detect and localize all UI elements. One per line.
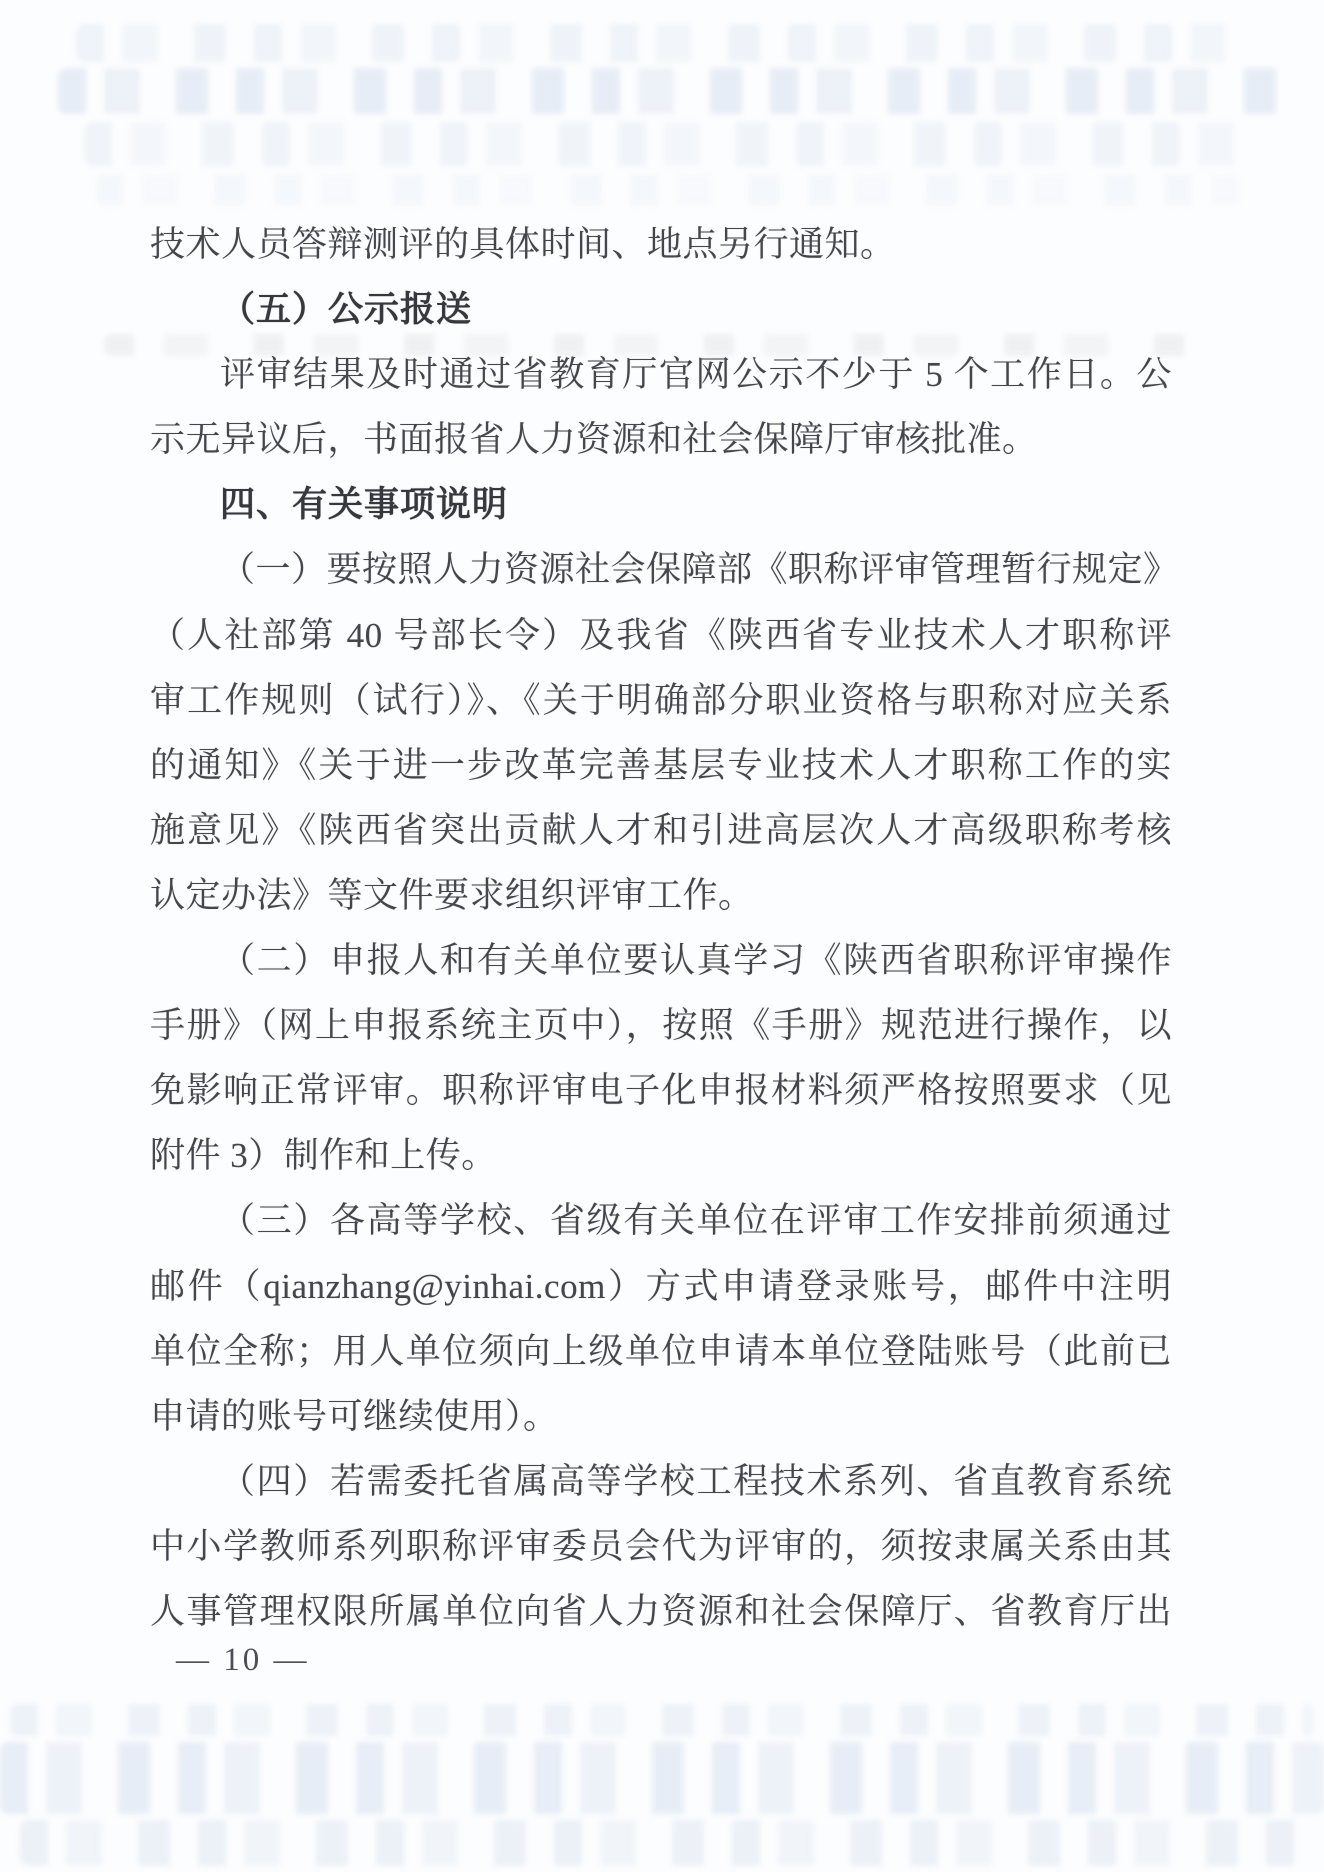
text-line: （人社部第 40 号部长令）及我省《陕西省专业技术人才职称评 [150, 615, 1172, 655]
text-line: （一）要按照人力资源社会保障部《职称评审管理暂行规定》 [220, 550, 1179, 590]
text-line: 附件 3）制作和上传。 [150, 1136, 497, 1176]
text-line: 人事管理权限所属单位向省人力资源和社会保障厅、省教育厅出 [150, 1591, 1172, 1631]
page-number: — 10 — [176, 1642, 310, 1678]
text-line: 单位全称；用人单位须向上级单位申请本单位登陆账号（此前已 [150, 1331, 1172, 1371]
text-line: 认定办法》等文件要求组织评审工作。 [150, 875, 754, 915]
text-line: （二）申报人和有关单位要认真学习《陕西省职称评审操作 [220, 941, 1172, 981]
text-line: （四）若需委托省属高等学校工程技术系列、省直教育系统 [220, 1461, 1172, 1501]
document-text-block [150, 212, 1179, 1644]
scan-bleedthrough-top [96, 174, 1240, 206]
text-line: 技术人员答辩测评的具体时间、地点另行通知。 [150, 225, 896, 264]
scan-bleedthrough-bottom [0, 1742, 1324, 1814]
text-line: 审工作规则（试行）》、《关于明确部分职业资格与职称对应关系 [150, 680, 1172, 720]
scan-bleedthrough-bottom [10, 1704, 1314, 1736]
text-line: 免影响正常评审。职称评审电子化申报材料须严格按照要求（见 [150, 1071, 1172, 1111]
scan-bleedthrough-top [76, 24, 1260, 62]
text-line: 申请的账号可继续使用）。 [150, 1396, 559, 1436]
text-line: （三）各高等学校、省级有关单位在评审工作安排前须通过 [220, 1201, 1172, 1241]
scan-bleedthrough-bottom [20, 1820, 1310, 1866]
text-line: 邮件（qianzhang@yinhai.com）方式申请登录账号，邮件中注明 [150, 1266, 1172, 1306]
text-line: 示无异议后，书面报省人力资源和社会保障厅审核批准。 [150, 420, 1038, 460]
section-heading: 四、有关事项说明 [220, 485, 509, 525]
text-line: 手册》（网上申报系统主页中），按照《手册》规范进行操作，以 [150, 1006, 1172, 1046]
text-line: 评审结果及时通过省教育厅官网公示不少于 5 个工作日。公 [220, 355, 1172, 395]
text-line: 中小学教师系列职称评审委员会代为评审的，须按隶属关系由其 [150, 1526, 1172, 1566]
section-heading: （五）公示报送 [220, 290, 473, 330]
text-line: 施意见》《陕西省突出贡献人才和引进高层次人才高级职称考核 [150, 810, 1172, 850]
text-line: 的通知》《关于进一步改革完善基层专业技术人才职称工作的实 [150, 745, 1172, 785]
scan-bleedthrough-top [84, 122, 1254, 166]
scan-bleedthrough-top [58, 68, 1284, 114]
